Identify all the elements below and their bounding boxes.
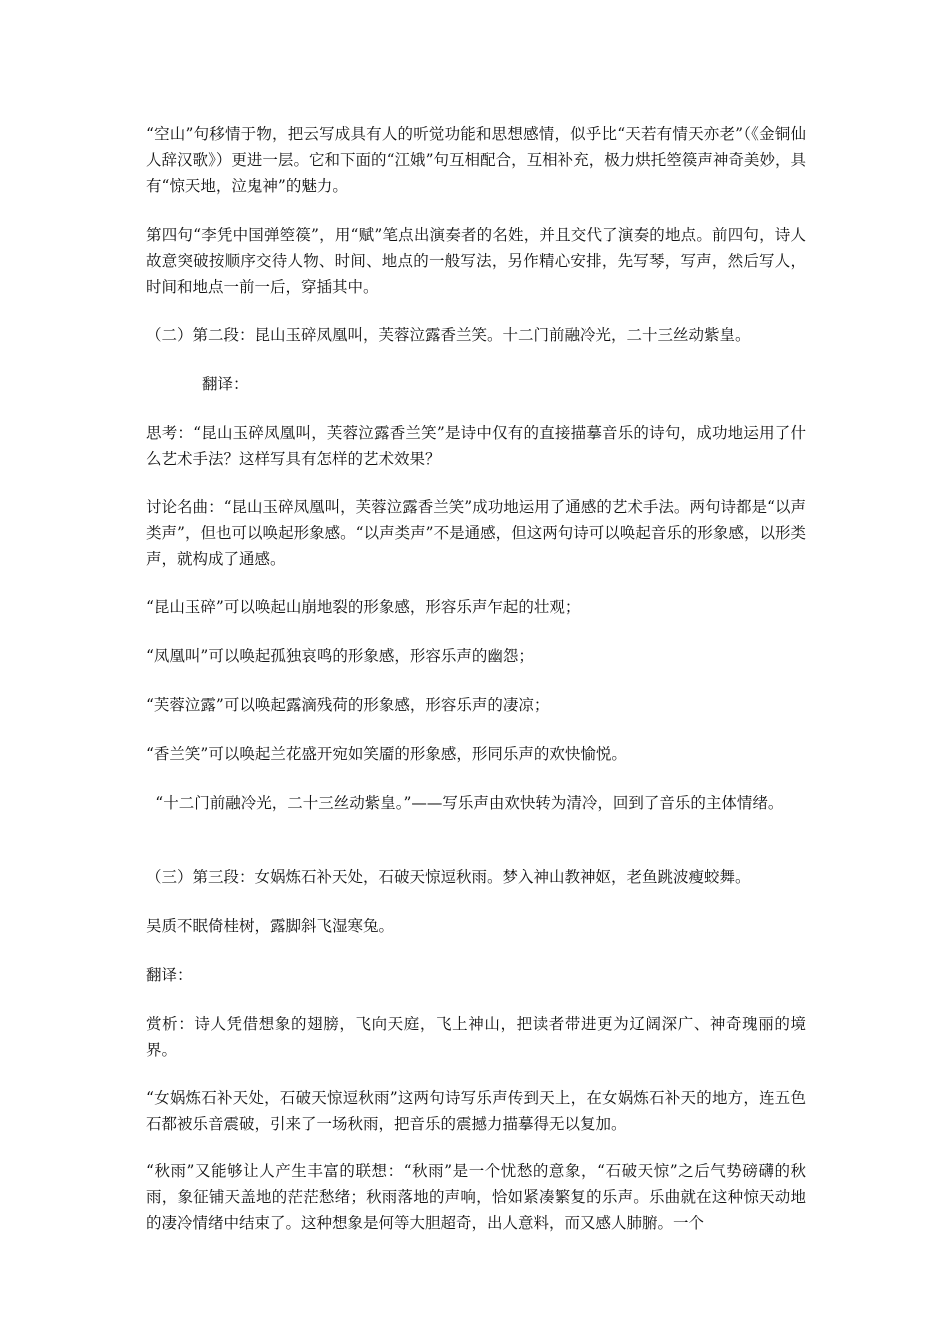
paragraph-8: “凤凰叫”可以唤起孤独哀鸣的形象感，形容乐声的幽怨； [146, 647, 534, 665]
paragraph-2: 第四句“李凭中国弹箜篌”，用“赋”笔点出演奏者的名姓，并且交代了演奏的地点。前四句，诗人故意突破按顺序交待人物、时间、地点的一般写法，另作精心安排，先写琴，写声，然后写人，时间和地点一前一后，穿插其中。 [146, 226, 806, 296]
paragraph-9: “芙蓉泣露”可以唤起露滴残荷的形象感，形容乐声的凄凉； [146, 696, 550, 714]
paragraph-13: 吴质不眠倚桂树，露脚斜飞湿寒兔。 [146, 917, 395, 935]
paragraph-17: “秋雨”又能够让人产生丰富的联想：“秋雨”是一个忧愁的意象，“石破天惊”之后气势磅礴的秋雨，象征铺天盖地的茫茫愁绪；秋雨落地的声响，恰如紧凑繁复的乐声。乐曲就在这种惊天动地的凄冷情绪中结束了。这种想象是何等大胆超奇，出人意料，而又感人肺腑。一个 [146, 1162, 806, 1232]
paragraph-16: “女娲炼石补天处，石破天惊逗秋雨”这两句诗写乐声传到天上，在女娲炼石补天的地方，连五色石都被乐音震破，引来了一场秋雨，把音乐的震撼力描摹得无以复加。 [146, 1089, 806, 1133]
paragraph-3-heading: （二）第二段：昆山玉碎凤凰叫，芙蓉泣露香兰笑。十二门前融冷光，二十三丝动紫皇。 [146, 326, 751, 344]
paragraph-11: “十二门前融冷光，二十三丝动紫皇。”——写乐声由欢快转为清冷，回到了音乐的主体情绪。 [155, 794, 784, 812]
paragraph-5: 思考：“昆山玉碎凤凰叫，芙蓉泣露香兰笑”是诗中仅有的直接描摹音乐的诗句，成功地运用了什么艺术手法？这样写具有怎样的艺术效果？ [146, 424, 806, 468]
paragraph-15: 赏析：诗人凭借想象的翅膀，飞向天庭，飞上神山，把读者带进更为辽阔深广、神奇瑰丽的境界。 [146, 1015, 806, 1059]
paragraph-12-heading: （三）第三段：女娲炼石补天处，石破天惊逗秋雨。梦入神山教神妪，老鱼跳波瘦蛟舞。 [146, 868, 751, 886]
paragraph-7: “昆山玉碎”可以唤起山崩地裂的形象感，形容乐声乍起的壮观； [146, 598, 581, 616]
paragraph-1: “空山”句移情于物，把云写成具有人的听觉功能和思想感情，似乎比“天若有情天亦老”（《金铜仙人辞汉歌》）更进一层。它和下面的“江娥”句互相配合，互相补充，极力烘托箜篌声神奇美妙，具有“惊天地，泣鬼神”的魅力。 [146, 125, 806, 195]
paragraph-4-translation: 翻译： [202, 375, 249, 393]
paragraph-6: 讨论名曲：“昆山玉碎凤凰叫，芙蓉泣露香兰笑”成功地运用了通感的艺术手法。两句诗都是“以声类声”，但也可以唤起形象感。“以声类声”不是通感，但这两句诗可以唤起音乐的形象感，以形类声，就构成了通感。 [146, 498, 806, 568]
paragraph-10: “香兰笑”可以唤起兰花盛开宛如笑靥的形象感，形同乐声的欢快愉悦。 [146, 745, 627, 763]
paragraph-14-translation: 翻译： [146, 966, 193, 984]
